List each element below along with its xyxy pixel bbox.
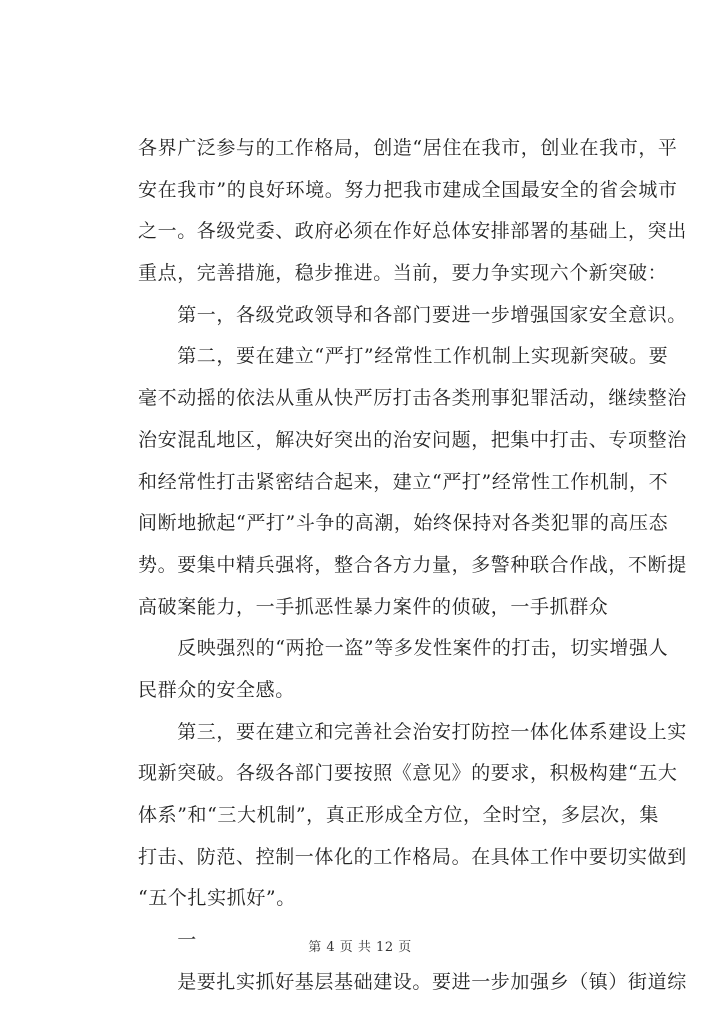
text-line: 和经常性打击紧密结合起来，建立“严打”经常性工作机制，不 <box>138 470 669 493</box>
text-line: 重点，完善措施，稳步推进。当前，要力争实现六个新突破： <box>138 262 668 285</box>
text-line: 反映强烈的“两抢一盗”等多发性案件的打击，切实增强人 <box>138 637 669 660</box>
text-line: 毫不动摇的依法从重从快严厉打击各类刑事犯罪活动，继续整治 <box>138 387 687 410</box>
text-line: “五个扎实抓好”。 <box>138 887 296 910</box>
text-line: 体系”和“三大机制”，真正形成全方位，全时空，多层次，集 <box>138 804 659 826</box>
page-number-footer: 第 4 页 共 12 页 <box>308 940 412 955</box>
text-line: 第一，各级党政领导和各部门要进一步增强国家安全意识。 <box>138 303 687 326</box>
text-line: 一 <box>138 929 197 952</box>
text-line: 安在我市”的良好环境。努力把我市建成全国最安全的省会城市 <box>138 178 678 201</box>
text-line: 治安混乱地区，解决好突出的治安问题，把集中打击、专项整治 <box>138 428 687 451</box>
text-line: 第三，要在建立和完善社会治安打防控一体化体系建设上实 <box>138 720 687 743</box>
text-line: 是要扎实抓好基层基础建设。要进一步加强乡（镇）街道综 <box>138 970 687 993</box>
text-line: 高破案能力，一手抓恶性暴力案件的侦破，一手抓群众 <box>138 595 609 618</box>
text-line: 间断地掀起“严打”斗争的高潮，始终保持对各类犯罪的高压态 <box>138 512 669 535</box>
text-line: 之一。各级党委、政府必须在作好总体安排部署的基础上，突出 <box>138 220 687 243</box>
text-line: 打击、防范、控制一体化的工作格局。在具体工作中要切实做到 <box>138 845 687 868</box>
text-line: 各界广泛参与的工作格局，创造“居住在我市，创业在我市，平 <box>138 137 678 159</box>
document-body <box>138 128 687 1003</box>
text-line: 势。要集中精兵强将，整合各方力量，多警种联合作战，不断提 <box>138 553 687 576</box>
text-line: 民群众的安全感。 <box>138 678 295 701</box>
text-line: 现新突破。各级各部门要按照《意见》的要求，积极构建“五大 <box>138 762 678 785</box>
text-line: 第二，要在建立“严打”经常性工作机制上实现新突破。要 <box>138 345 669 368</box>
